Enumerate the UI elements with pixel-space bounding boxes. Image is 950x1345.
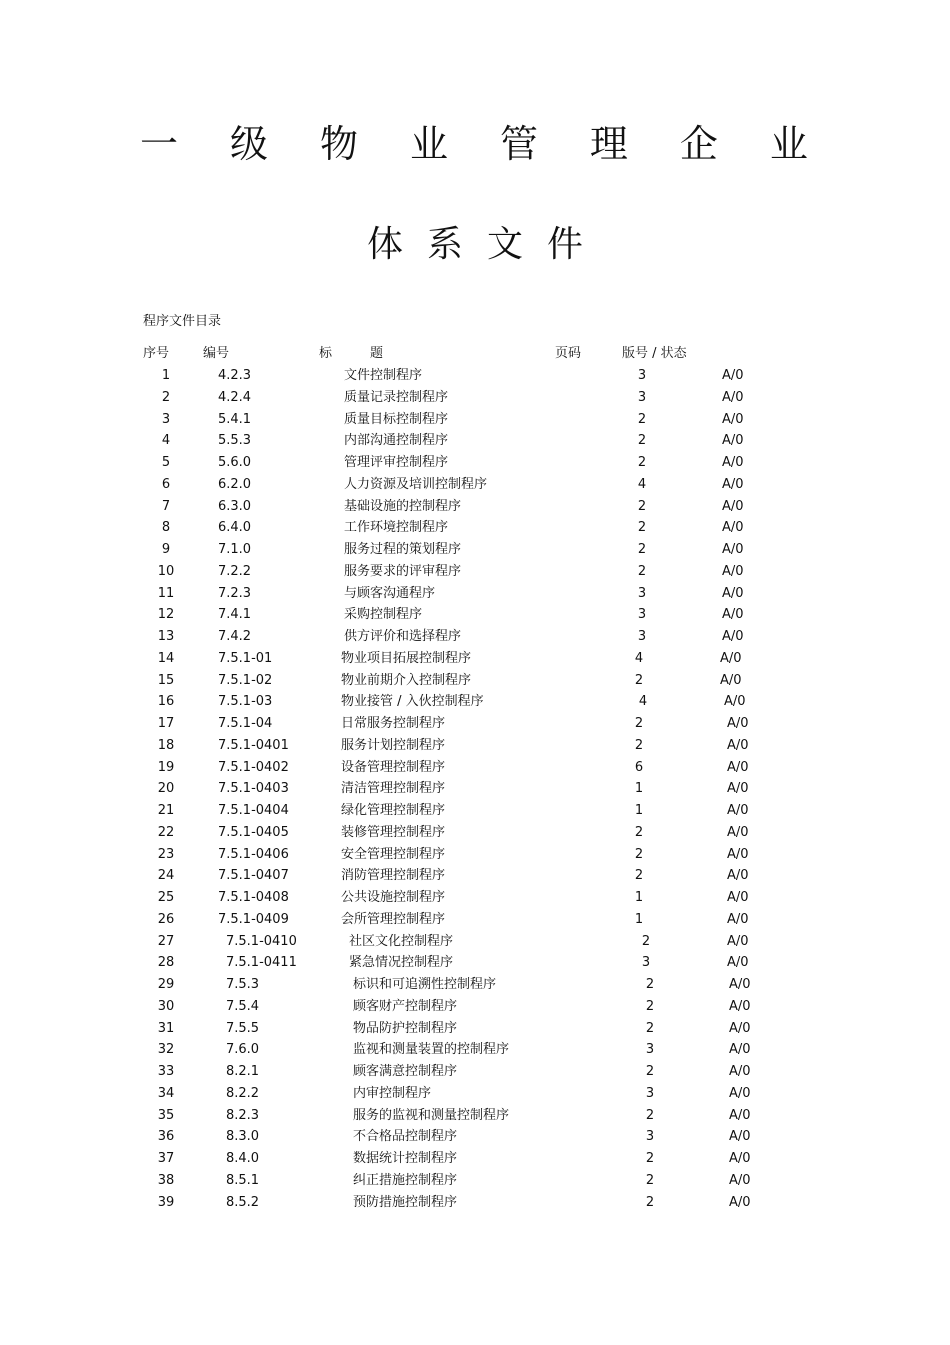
table-row — [0, 1171, 950, 1191]
row-page: 2 — [645, 1172, 655, 1188]
row-code: 6.4.0 — [218, 520, 252, 536]
row-code: 7.6.0 — [226, 1042, 260, 1058]
row-version: A/0 — [727, 824, 749, 840]
row-title: 服务过程的策划程序 — [344, 542, 462, 557]
table-row — [0, 953, 950, 973]
row-version: A/0 — [722, 433, 744, 449]
row-title: 内部沟通控制程序 — [344, 433, 449, 449]
row-page: 3 — [637, 368, 647, 383]
row-number: 3 — [161, 411, 171, 427]
row-page: 4 — [638, 694, 648, 710]
row-title: 人力资源及培训控制程序 — [344, 476, 488, 492]
header-no: 序号 — [143, 346, 170, 361]
row-number: 11 — [157, 585, 175, 601]
title-line1-char: 企 — [679, 122, 718, 166]
row-number: 5 — [161, 455, 171, 470]
table-row — [0, 714, 950, 734]
row-page: 2 — [645, 998, 655, 1014]
row-page: 2 — [637, 455, 647, 470]
row-number: 21 — [157, 803, 175, 818]
row-version: A/0 — [729, 1064, 751, 1079]
row-version: A/0 — [727, 911, 749, 927]
row-code: 7.5.1-0401 — [218, 737, 289, 753]
row-title: 服务要求的评审程序 — [344, 563, 462, 579]
row-version: A/0 — [727, 803, 749, 818]
row-number: 2 — [161, 389, 171, 405]
row-title: 顾客满意控制程序 — [353, 1064, 458, 1079]
row-number: 28 — [157, 955, 175, 971]
table-row — [0, 453, 950, 473]
row-code: 7.4.1 — [218, 607, 252, 623]
row-version: A/0 — [724, 694, 746, 710]
row-code: 6.2.0 — [218, 476, 252, 492]
row-number: 16 — [157, 694, 175, 710]
row-code: 7.5.1-01 — [218, 650, 273, 666]
row-code: 7.5.1-0410 — [226, 933, 297, 949]
row-code: 7.5.1-03 — [218, 694, 273, 710]
row-page: 2 — [634, 824, 644, 840]
row-title: 消防管理控制程序 — [341, 868, 446, 884]
row-version: A/0 — [727, 716, 749, 731]
row-page: 2 — [637, 563, 647, 579]
row-number: 8 — [161, 520, 171, 536]
table-row — [0, 649, 950, 669]
title-line1-char: 业 — [769, 122, 808, 166]
row-number: 36 — [157, 1129, 175, 1145]
row-title: 预防措施控制程序 — [353, 1194, 458, 1210]
row-title: 公共设施控制程序 — [341, 890, 446, 905]
table-row — [0, 1084, 950, 1104]
row-page: 2 — [645, 1020, 655, 1036]
row-page: 1 — [634, 911, 644, 927]
row-version: A/0 — [722, 607, 744, 623]
row-number: 23 — [157, 846, 175, 862]
row-title: 会所管理控制程序 — [341, 911, 446, 927]
row-title: 内审控制程序 — [353, 1085, 432, 1101]
table-row — [0, 388, 950, 408]
row-code: 7.5.1-0405 — [218, 824, 289, 840]
table-row — [0, 692, 950, 712]
row-page: 1 — [634, 781, 644, 797]
row-version: A/0 — [727, 759, 749, 775]
row-version: A/0 — [727, 868, 749, 884]
row-code: 7.1.0 — [218, 542, 252, 557]
row-version: A/0 — [727, 955, 749, 971]
row-code: 7.5.1-0404 — [218, 803, 289, 818]
table-row — [0, 431, 950, 451]
row-number: 6 — [161, 476, 171, 492]
row-page: 2 — [637, 411, 647, 427]
row-page: 2 — [634, 716, 644, 731]
table-row — [0, 997, 950, 1017]
row-number: 32 — [157, 1042, 175, 1058]
row-number: 13 — [157, 629, 175, 644]
header-title-b: 题 — [370, 346, 384, 361]
row-number: 10 — [157, 563, 175, 579]
row-page: 2 — [634, 672, 644, 688]
title-line2-char: 体 — [366, 224, 403, 265]
row-number: 18 — [157, 737, 175, 753]
row-code: 7.5.1-0403 — [218, 781, 289, 797]
title-line1-char: 级 — [229, 122, 268, 166]
row-number: 12 — [157, 607, 175, 623]
row-title: 清洁管理控制程序 — [341, 781, 446, 797]
row-number: 20 — [157, 781, 175, 797]
section-title: 程序文件目录 — [143, 314, 222, 329]
row-version: A/0 — [722, 585, 744, 601]
row-page: 3 — [645, 1042, 655, 1058]
row-title: 标识和可追溯性控制程序 — [353, 977, 497, 992]
table-row — [0, 845, 950, 865]
table-row — [0, 823, 950, 843]
row-version: A/0 — [720, 650, 742, 666]
title-line1-char: 一 — [140, 122, 179, 166]
title-line1-char: 管 — [499, 122, 538, 166]
document-title-line1 — [140, 120, 808, 168]
row-title: 物品防护控制程序 — [353, 1020, 458, 1036]
row-version: A/0 — [727, 933, 749, 949]
row-title: 物业接管 / 入伙控制程序 — [341, 694, 484, 710]
table-row — [0, 801, 950, 821]
row-number: 22 — [157, 824, 175, 840]
table-row — [0, 975, 950, 995]
row-code: 6.3.0 — [218, 498, 252, 514]
row-page: 2 — [641, 933, 651, 949]
table-row — [0, 1193, 950, 1213]
row-number: 33 — [157, 1064, 175, 1079]
row-version: A/0 — [729, 1172, 751, 1188]
row-code: 7.5.1-02 — [218, 672, 273, 688]
row-version: A/0 — [722, 563, 744, 579]
row-number: 31 — [157, 1020, 175, 1036]
header-version: 版号 / 状态 — [622, 346, 687, 361]
row-version: A/0 — [722, 389, 744, 405]
table-row — [0, 866, 950, 886]
row-title: 物业项目拓展控制程序 — [341, 650, 472, 666]
title-line2-char: 系 — [426, 224, 463, 265]
table-row — [0, 932, 950, 952]
row-page: 2 — [634, 737, 644, 753]
row-page: 1 — [634, 890, 644, 905]
table-row — [0, 518, 950, 538]
table-row — [0, 1019, 950, 1039]
title-line2-char: 文 — [487, 224, 524, 265]
row-title: 紧急情况控制程序 — [349, 955, 454, 971]
row-number: 17 — [157, 716, 175, 731]
row-version: A/0 — [729, 1042, 751, 1058]
row-title: 采购控制程序 — [344, 607, 423, 623]
row-number: 35 — [157, 1107, 175, 1123]
row-number: 30 — [157, 998, 175, 1014]
row-title: 日常服务控制程序 — [341, 716, 446, 731]
row-code: 8.2.3 — [226, 1107, 260, 1123]
row-version: A/0 — [729, 1107, 751, 1123]
row-version: A/0 — [727, 737, 749, 753]
row-code: 7.5.1-04 — [218, 716, 273, 731]
table-row — [0, 605, 950, 625]
row-code: 8.5.2 — [226, 1194, 260, 1210]
row-page: 2 — [634, 846, 644, 862]
row-page: 3 — [645, 1085, 655, 1101]
header-code: 编号 — [203, 346, 230, 361]
row-version: A/0 — [722, 476, 744, 492]
row-version: A/0 — [722, 520, 744, 536]
row-version: A/0 — [729, 977, 751, 992]
row-code: 7.5.1-0411 — [226, 955, 297, 971]
row-version: A/0 — [722, 542, 744, 557]
row-version: A/0 — [722, 411, 744, 427]
row-code: 7.5.1-0406 — [218, 846, 289, 862]
table-row — [0, 584, 950, 604]
table-row — [0, 540, 950, 560]
row-page: 2 — [645, 1151, 655, 1166]
row-title: 工作环境控制程序 — [344, 520, 449, 536]
row-code: 7.2.2 — [218, 563, 252, 579]
row-page: 3 — [637, 389, 647, 405]
row-title: 设备管理控制程序 — [341, 759, 446, 775]
table-row — [0, 779, 950, 799]
row-code: 7.5.4 — [226, 998, 260, 1014]
row-page: 4 — [637, 476, 647, 492]
row-code: 5.4.1 — [218, 411, 252, 427]
row-title: 质量目标控制程序 — [344, 411, 449, 427]
table-row — [0, 1106, 950, 1126]
row-title: 顾客财产控制程序 — [353, 998, 458, 1014]
table-row — [0, 1127, 950, 1147]
row-code: 8.5.1 — [226, 1172, 260, 1188]
table-row — [0, 758, 950, 778]
row-title: 供方评价和选择程序 — [344, 629, 462, 644]
row-page: 2 — [645, 1064, 655, 1079]
table-row — [0, 366, 950, 386]
table-row — [0, 910, 950, 930]
row-number: 25 — [157, 890, 175, 905]
title-line2-char: 件 — [547, 224, 584, 265]
row-title: 绿化管理控制程序 — [341, 803, 446, 818]
row-page: 6 — [634, 759, 644, 775]
row-code: 4.2.4 — [218, 389, 252, 405]
row-page: 4 — [634, 650, 644, 666]
row-number: 14 — [157, 650, 175, 666]
row-number: 29 — [157, 977, 175, 992]
row-number: 4 — [161, 433, 171, 449]
row-page: 3 — [637, 629, 647, 644]
row-code: 7.5.3 — [226, 977, 260, 992]
row-page: 2 — [634, 868, 644, 884]
row-code: 7.4.2 — [218, 629, 252, 644]
row-code: 5.5.3 — [218, 433, 252, 449]
row-number: 19 — [157, 759, 175, 775]
row-version: A/0 — [729, 1151, 751, 1166]
row-title: 质量记录控制程序 — [344, 389, 449, 405]
row-page: 3 — [637, 607, 647, 623]
row-page: 3 — [645, 1129, 655, 1145]
row-number: 26 — [157, 911, 175, 927]
row-version: A/0 — [727, 781, 749, 797]
row-page: 2 — [637, 498, 647, 514]
row-title: 物业前期介入控制程序 — [341, 672, 472, 688]
row-code: 8.2.2 — [226, 1085, 260, 1101]
row-page: 2 — [637, 520, 647, 536]
row-code: 7.5.1-0402 — [218, 759, 289, 775]
row-page: 2 — [637, 542, 647, 557]
document-title-line2 — [0, 222, 950, 268]
row-title: 监视和测量装置的控制程序 — [353, 1042, 510, 1058]
title-line1-char: 物 — [319, 122, 358, 166]
row-title: 安全管理控制程序 — [341, 846, 446, 862]
row-version: A/0 — [727, 846, 749, 862]
row-page: 1 — [634, 803, 644, 818]
row-page: 2 — [637, 433, 647, 449]
row-code: 5.6.0 — [218, 455, 252, 470]
row-code: 7.5.1-0408 — [218, 890, 289, 905]
header-page: 页码 — [555, 346, 582, 361]
row-version: A/0 — [729, 998, 751, 1014]
row-code: 8.3.0 — [226, 1129, 260, 1145]
table-row — [0, 475, 950, 495]
row-code: 7.5.5 — [226, 1020, 260, 1036]
row-number: 24 — [157, 868, 175, 884]
row-version: A/0 — [722, 629, 744, 644]
header-title-a: 标 — [319, 346, 333, 361]
row-version: A/0 — [727, 890, 749, 905]
table-row — [0, 410, 950, 430]
row-number: 9 — [161, 542, 171, 557]
row-page: 2 — [645, 977, 655, 992]
table-row — [0, 1149, 950, 1169]
row-title: 服务的监视和测量控制程序 — [353, 1107, 510, 1123]
row-number: 27 — [157, 933, 175, 949]
table-row — [0, 562, 950, 582]
table-row — [0, 1040, 950, 1060]
row-number: 7 — [161, 498, 171, 514]
table-header — [0, 342, 950, 360]
row-version: A/0 — [729, 1085, 751, 1101]
table-row — [0, 888, 950, 908]
row-title: 服务计划控制程序 — [341, 737, 446, 753]
row-version: A/0 — [729, 1129, 751, 1145]
row-number: 38 — [157, 1172, 175, 1188]
row-code: 7.5.1-0409 — [218, 911, 289, 927]
row-title: 与顾客沟通程序 — [344, 585, 436, 601]
table-row — [0, 627, 950, 647]
row-title: 纠正措施控制程序 — [353, 1172, 458, 1188]
row-title: 装修管理控制程序 — [341, 824, 446, 840]
table-row — [0, 736, 950, 756]
row-code: 7.2.3 — [218, 585, 252, 601]
title-line1-char: 理 — [589, 122, 628, 166]
row-title: 社区文化控制程序 — [349, 933, 454, 949]
row-title: 文件控制程序 — [344, 368, 423, 383]
row-version: A/0 — [729, 1194, 751, 1210]
row-version: A/0 — [722, 368, 744, 383]
title-line1-char: 业 — [409, 122, 448, 166]
row-code: 8.4.0 — [226, 1151, 260, 1166]
row-title: 数据统计控制程序 — [353, 1151, 458, 1166]
table-row — [0, 497, 950, 517]
row-title: 基础设施的控制程序 — [344, 498, 462, 514]
row-number: 37 — [157, 1151, 175, 1166]
row-title: 管理评审控制程序 — [344, 455, 449, 470]
row-version: A/0 — [720, 672, 742, 688]
row-code: 8.2.1 — [226, 1064, 260, 1079]
row-page: 3 — [637, 585, 647, 601]
table-row — [0, 671, 950, 691]
row-number: 39 — [157, 1194, 175, 1210]
row-version: A/0 — [729, 1020, 751, 1036]
row-version: A/0 — [722, 498, 744, 514]
row-code: 7.5.1-0407 — [218, 868, 289, 884]
row-number: 1 — [161, 368, 171, 383]
row-code: 4.2.3 — [218, 368, 252, 383]
row-page: 2 — [645, 1107, 655, 1123]
row-title: 不合格品控制程序 — [353, 1129, 458, 1145]
row-page: 2 — [645, 1194, 655, 1210]
row-number: 34 — [157, 1085, 175, 1101]
row-page: 3 — [641, 955, 651, 971]
row-number: 15 — [157, 672, 175, 688]
row-version: A/0 — [722, 455, 744, 470]
table-row — [0, 1062, 950, 1082]
